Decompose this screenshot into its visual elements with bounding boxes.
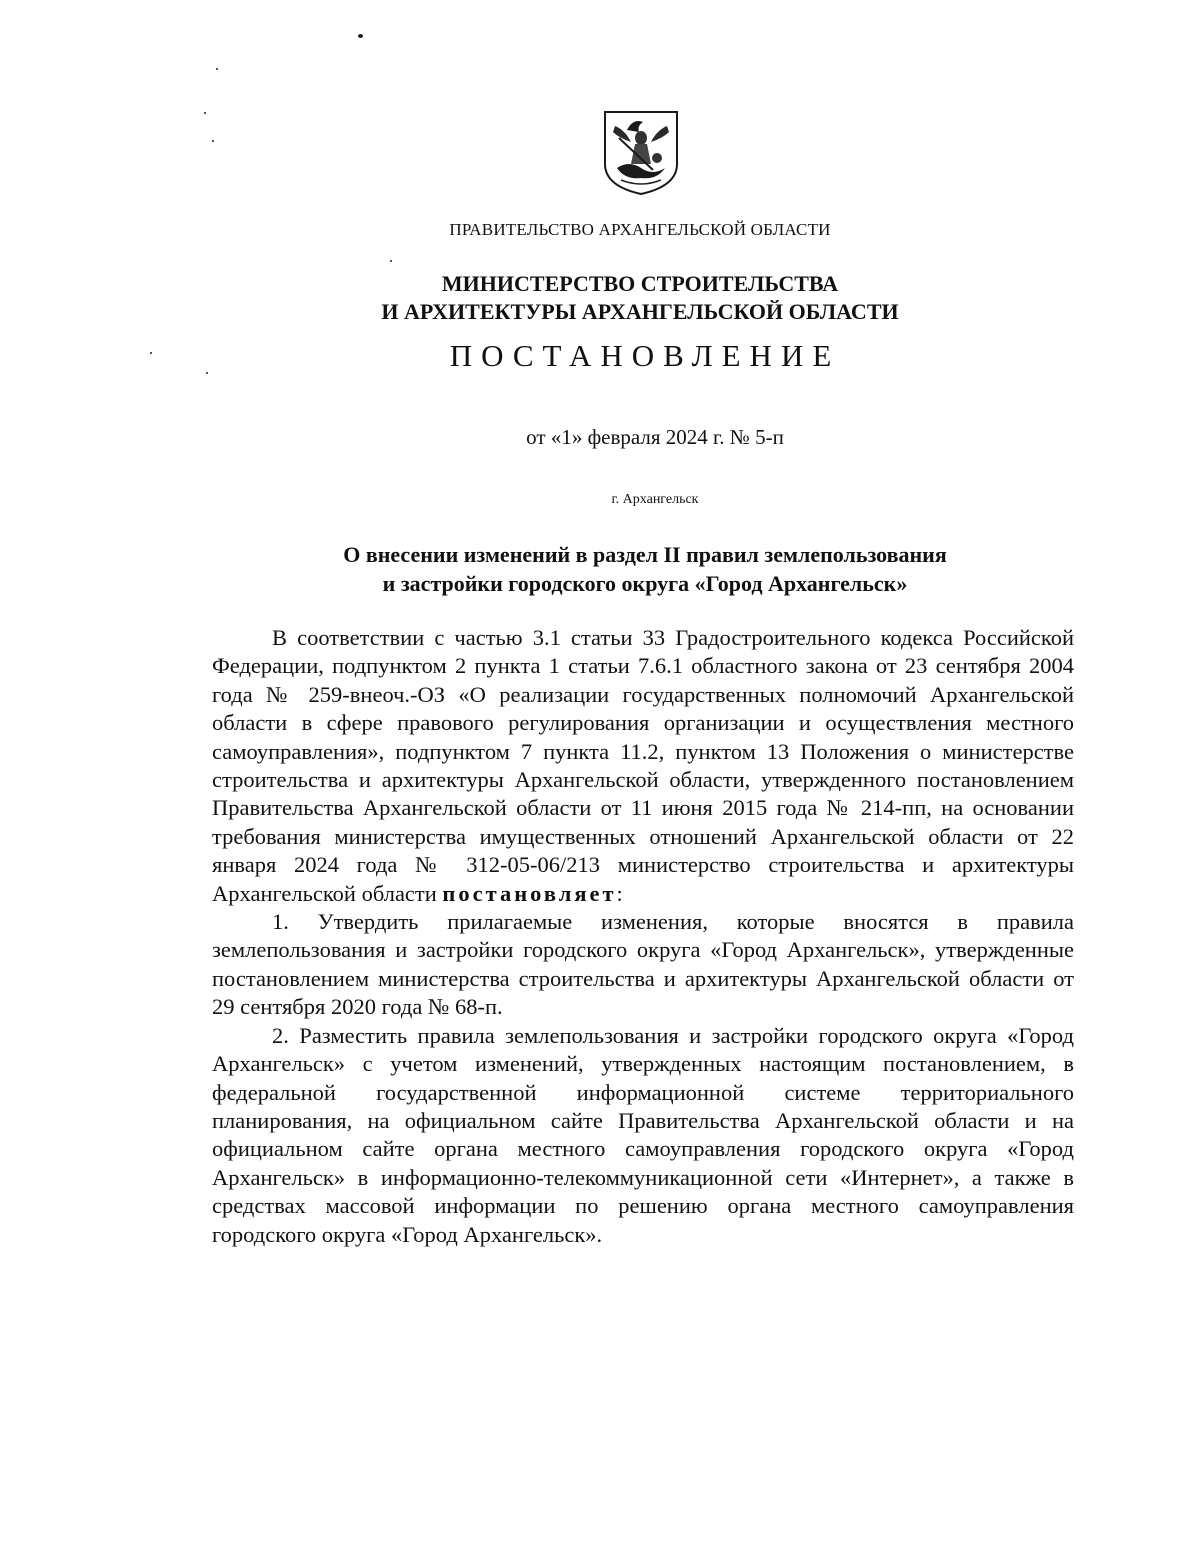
title-line-2: и застройки городского округа «Город Архангельск» — [382, 571, 908, 596]
resolves-punct: : — [616, 880, 623, 906]
resolves-word: постановляет — [442, 880, 617, 906]
ministry-name — [0, 270, 1200, 326]
scan-speck — [216, 68, 218, 70]
scan-speck — [212, 140, 214, 142]
document-type: ПОСТАНОВЛЕНИЕ — [449, 338, 841, 373]
document-date-number: от «1» февраля 2024 г. № 5-п — [526, 425, 784, 449]
scan-speck — [204, 112, 206, 114]
government-name: ПРАВИТЕЛЬСТВО АРХАНГЕЛЬСКОЙ ОБЛАСТИ — [449, 220, 831, 239]
item-1-paragraph: 1. Утвердить прилагаемые изменения, которые вносятся в правила землепользования и застройки городского округа «Город Архангельск», утвержденные постановлением министерства строительства и архитектуры Архангельской области от 29 сентября 2020 года № 68-п. — [212, 909, 1074, 1020]
item-2-paragraph: 2. Разместить правила землепользования и застройки городского округа «Город Архангельск» с учетом изменений, утвержденных настоящим постановлением, в федеральной государственной информационной системе территориального планирования, на официальном сайте Правительства Архангельской области и на официальном сайте органа местного самоуправления городского округа «Город Архангельск» в информационно-телекоммуникационной сети «Интернет», а также в средствах массовой информации по решению органа местного самоуправления городского округа «Город Архангельск». — [212, 1022, 1074, 1247]
scan-speck — [390, 260, 392, 262]
document-city: г. Архангельск — [611, 492, 699, 507]
coat-of-arms-icon — [597, 108, 685, 196]
ministry-line-1: МИНИСТЕРСТВО СТРОИТЕЛЬСТВА — [441, 271, 839, 296]
scan-speck — [358, 34, 363, 38]
ministry-line-2: И АРХИТЕКТУРЫ АРХАНГЕЛЬСКОЙ ОБЛАСТИ — [381, 299, 899, 324]
document-body — [212, 624, 1074, 1249]
preamble-paragraph — [212, 624, 1074, 908]
title-line-1: О внесении изменений в раздел II правил землепользования — [343, 542, 947, 567]
document-title — [0, 540, 1200, 598]
preamble-text: В соответствии с частью 3.1 статьи 33 Градостроительного кодекса Российской Федерации, подпунктом 2 пункта 1 статьи 7.6.1 областного закона от 23 сентября 2004 года № 259-внеоч.-ОЗ «О реализации государственных полномочий Архангельской области в сфере правового регулирования организации и осуществления местного самоуправления», подпунктом 7 пункта 11.2, пунктом 13 Положения о министерстве строительства и архитектуры Архангельской области, утвержденного постановлением Правительства Архангельской области от 11 июня 2015 года № 214-пп, на основании требования министерства имущественных отношений Архангельской области от 22 января 2024 года № 312-05-06/213 министерство строительства и архитектуры Архангельской области — [212, 625, 1074, 906]
